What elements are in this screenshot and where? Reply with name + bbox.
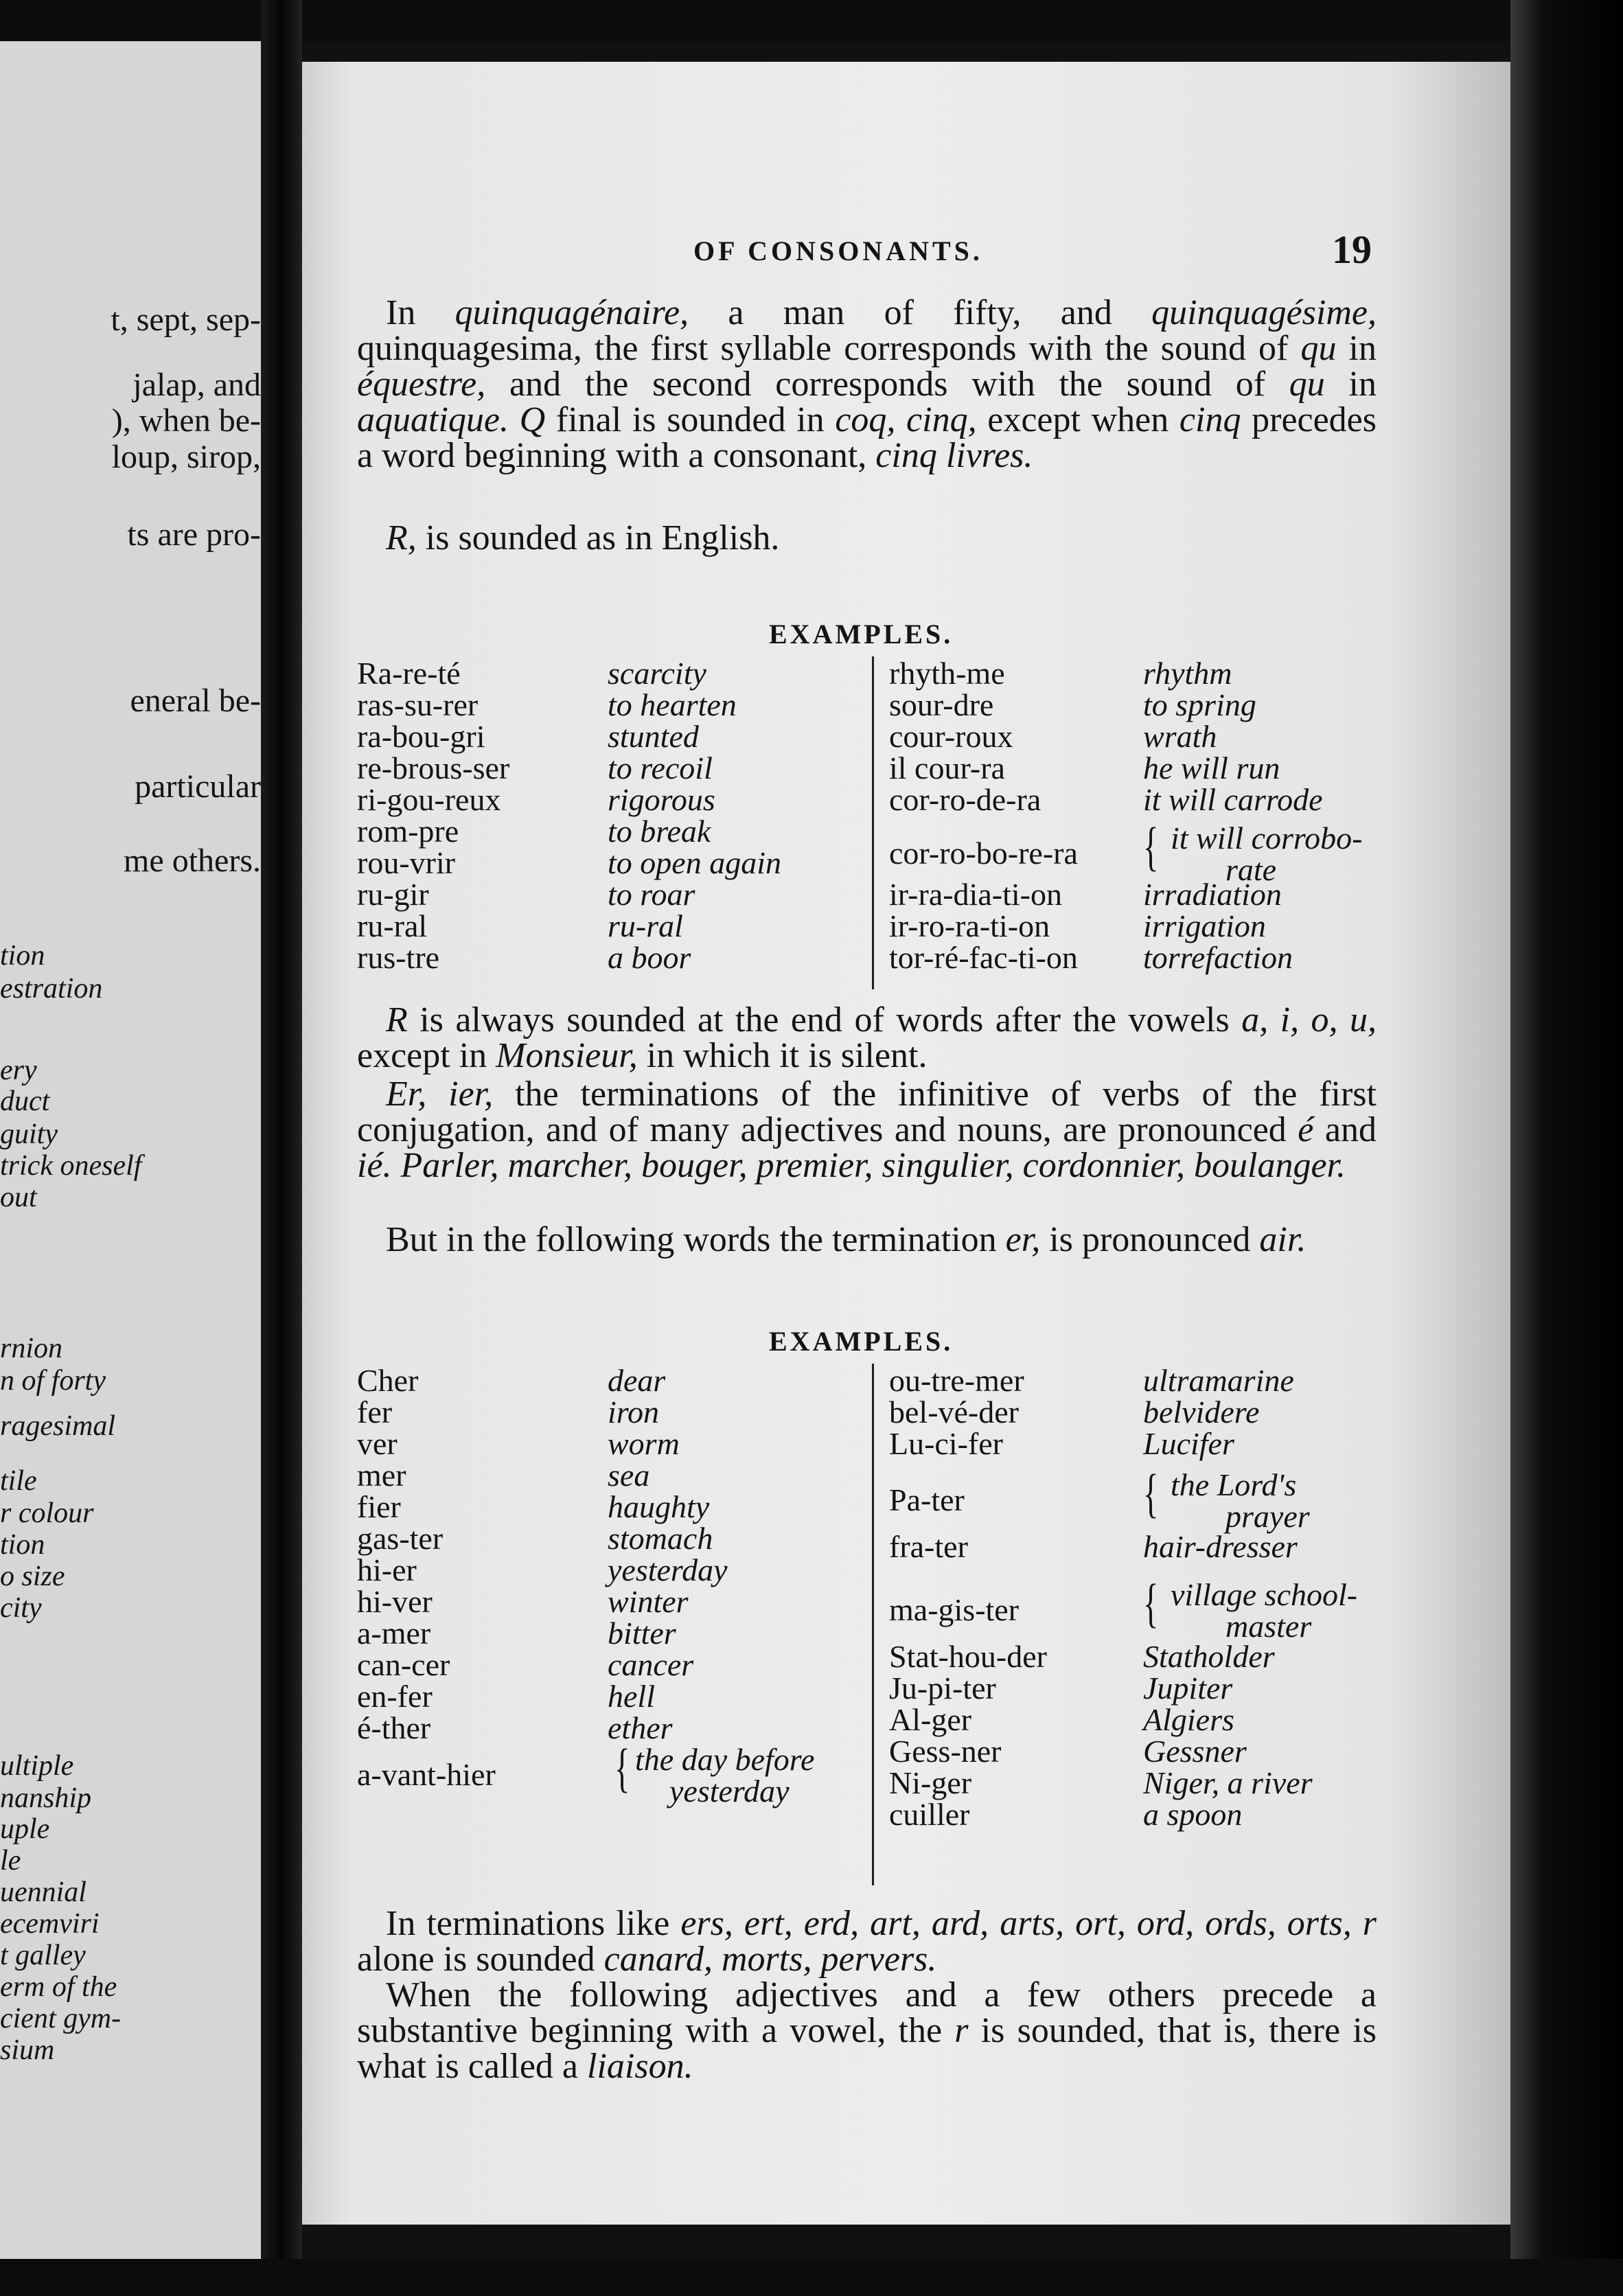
- example-gloss: yesterday: [669, 1773, 790, 1809]
- running-title: OF CONSONANTS.: [693, 236, 983, 266]
- example-gloss: he will run: [1143, 750, 1280, 785]
- example-word: cour-roux: [889, 719, 1013, 754]
- example-gloss: master: [1225, 1609, 1312, 1644]
- page-number: 19: [1332, 227, 1372, 272]
- example-word: rom-pre: [357, 814, 459, 849]
- example-gloss: irrigation: [1143, 908, 1266, 943]
- example-gloss: prayer: [1225, 1499, 1310, 1534]
- example-gloss: a spoon: [1143, 1797, 1243, 1832]
- example-gloss: Jupiter: [1143, 1671, 1233, 1706]
- example-word: ru-ral: [357, 908, 428, 943]
- paragraph-r-final: R is always sounded at the end of words after the vowels a, i, o, u, except in Monsieur, in which it is silent.: [357, 1000, 1377, 1075]
- example-gloss: haughty: [608, 1489, 710, 1524]
- left-line: eneral be-: [130, 682, 261, 719]
- example-word: ma-gis-ter: [889, 1592, 1020, 1627]
- example-word: cor-ro-bo-re-ra: [889, 836, 1078, 871]
- example-gloss: to open again: [608, 845, 781, 880]
- example-word: a-mer: [357, 1616, 431, 1651]
- example-gloss: Gessner: [1143, 1734, 1247, 1769]
- example-gloss: winter: [608, 1584, 689, 1619]
- example-word: Ni-ger: [889, 1765, 972, 1800]
- left-italic-word: ragesimal: [0, 1410, 115, 1442]
- left-italic-word: trick oneself: [0, 1150, 142, 1182]
- example-word: ri-gou-reux: [357, 782, 501, 817]
- example-word: ru-gir: [357, 877, 429, 912]
- left-italic-word: uennial: [0, 1876, 87, 1908]
- left-line: me others.: [124, 842, 261, 879]
- paragraph-er-air: But in the following words the termination er, is pronounced air.: [386, 1220, 1307, 1259]
- example-word: en-fer: [357, 1679, 433, 1714]
- paragraph-liaison: When the following adjectives and a few others precede a substantive beginning with a vowel, the r is sounded, that is, there is what is called a liaison.: [357, 1975, 1377, 2086]
- example-gloss: rate: [1225, 852, 1277, 887]
- curly-brace: {: [1143, 1463, 1159, 1523]
- left-italic-word: sium: [0, 2034, 55, 2066]
- left-italic-word: rnion: [0, 1333, 63, 1364]
- example-word: Gess-ner: [889, 1734, 1002, 1769]
- example-gloss: torrefaction: [1143, 940, 1293, 975]
- example-gloss: village school-: [1171, 1577, 1358, 1612]
- example-gloss: rhythm: [1143, 656, 1232, 691]
- paragraph-r-english: R, is sounded as in English.: [386, 518, 780, 558]
- table-divider: [872, 1364, 874, 1885]
- book-gutter: [261, 0, 302, 2296]
- example-word: tor-ré-fac-ti-on: [889, 940, 1078, 975]
- example-gloss: to roar: [608, 877, 695, 912]
- example-word: Ra-re-té: [357, 656, 461, 691]
- example-word: gas-ter: [357, 1521, 444, 1556]
- table-divider: [872, 656, 874, 989]
- example-word: hi-ver: [357, 1584, 433, 1619]
- left-line: jalap, and: [133, 367, 261, 403]
- example-word: ir-ro-ra-ti-on: [889, 908, 1050, 943]
- left-italic-word: nanship: [0, 1782, 92, 1814]
- example-gloss: it will carrode: [1143, 782, 1323, 817]
- example-gloss: Lucifer: [1143, 1426, 1234, 1461]
- left-italic-word: ecemviri: [0, 1908, 100, 1940]
- left-italic-word: uple: [0, 1813, 50, 1845]
- left-italic-word: le: [0, 1845, 21, 1876]
- example-gloss: hair-dresser: [1143, 1529, 1298, 1564]
- example-word: mer: [357, 1458, 406, 1493]
- left-italic-word: duct: [0, 1086, 50, 1117]
- example-gloss: yesterday: [608, 1552, 728, 1587]
- top-border: [0, 0, 1623, 41]
- example-gloss: stomach: [608, 1521, 713, 1556]
- example-word: ver: [357, 1426, 398, 1461]
- left-italic-word: r colour: [0, 1497, 94, 1529]
- left-italic-word: ultiple: [0, 1750, 74, 1782]
- example-gloss: Niger, a river: [1143, 1765, 1313, 1800]
- example-gloss: the Lord's: [1171, 1467, 1297, 1502]
- paragraph-er-ier: Er, ier, the terminations of the infinitive of verbs of the first conjugation, and of many adjectives and nouns, are pronounced é and ié. Parler, marcher, bouger, premier, singulier, cordonnier, boulanger.: [357, 1075, 1377, 1185]
- left-italic-word: estration: [0, 973, 103, 1004]
- example-gloss: bitter: [608, 1616, 676, 1651]
- left-line: ), when be-: [111, 402, 261, 439]
- bottom-border: [0, 2259, 1623, 2296]
- example-word: Lu-ci-fer: [889, 1426, 1003, 1461]
- left-italic-word: erm of the: [0, 1971, 117, 2003]
- example-word: il cour-ra: [889, 750, 1005, 785]
- left-italic-word: tile: [0, 1465, 37, 1497]
- left-italic-word: city: [0, 1592, 42, 1624]
- example-word: cor-ro-de-ra: [889, 782, 1041, 817]
- example-word: re-brous-ser: [357, 750, 510, 785]
- left-italic-word: out: [0, 1182, 37, 1213]
- example-word: rus-tre: [357, 940, 440, 975]
- curly-brace: {: [1143, 1573, 1159, 1633]
- left-line: ts are pro-: [127, 516, 261, 553]
- left-line: loup, sirop,: [111, 439, 261, 475]
- example-word: cuiller: [889, 1797, 970, 1832]
- example-gloss: Statholder: [1143, 1639, 1275, 1674]
- left-line: particular: [135, 768, 261, 805]
- example-gloss: it will corrobo-: [1171, 820, 1363, 856]
- left-italic-word: cient gym-: [0, 2003, 122, 2034]
- example-gloss: irradiation: [1143, 877, 1282, 912]
- example-gloss: to hearten: [608, 687, 737, 722]
- left-italic-word: tion: [0, 1529, 45, 1561]
- example-word: fer: [357, 1394, 393, 1430]
- example-gloss: a boor: [608, 940, 691, 975]
- example-gloss: to break: [608, 814, 711, 849]
- example-gloss: Algiers: [1143, 1702, 1234, 1737]
- example-gloss: ultramarine: [1143, 1363, 1294, 1398]
- example-word: hi-er: [357, 1552, 417, 1587]
- example-word: ras-su-rer: [357, 687, 479, 722]
- curly-brace: {: [1143, 816, 1159, 876]
- example-gloss: stunted: [608, 719, 699, 754]
- example-word: Al-ger: [889, 1702, 972, 1737]
- example-word: Ju-pi-ter: [889, 1671, 996, 1706]
- example-gloss: rigorous: [608, 782, 715, 817]
- left-page-fragment: [0, 41, 261, 2259]
- example-word: can-cer: [357, 1647, 450, 1682]
- example-gloss: to spring: [1143, 687, 1256, 722]
- example-word: fra-ter: [889, 1529, 968, 1564]
- example-word: rhyth-me: [889, 656, 1005, 691]
- example-gloss: sea: [608, 1458, 650, 1493]
- curly-brace: {: [614, 1738, 630, 1798]
- example-word: ir-ra-dia-ti-on: [889, 877, 1062, 912]
- example-gloss: hell: [608, 1679, 655, 1714]
- example-gloss: worm: [608, 1426, 680, 1461]
- example-word: ra-bou-gri: [357, 719, 485, 754]
- right-page: [302, 62, 1510, 2225]
- example-gloss: dear: [608, 1363, 666, 1398]
- paragraph-quinquagenaire: In quinquagénaire, a man of fifty, and quinquagésime, quinquagesima, the first syllable corresponds with the sound of qu in équestre, and the second corresponds with the sound of qu in aquatique. Q final is sounded in coq, cinq, except when cinq precedes a word beginning with a consonant, cinq livres.: [357, 293, 1377, 475]
- example-gloss: wrath: [1143, 719, 1217, 754]
- example-word: ou-tre-mer: [889, 1363, 1024, 1398]
- example-gloss: to recoil: [608, 750, 713, 785]
- example-word: a-vant-hier: [357, 1757, 496, 1792]
- example-gloss: cancer: [608, 1647, 694, 1682]
- example-word: é-ther: [357, 1710, 431, 1745]
- example-word: fier: [357, 1489, 401, 1524]
- example-word: bel-vé-der: [889, 1394, 1019, 1430]
- left-italic-word: n of forty: [0, 1365, 106, 1397]
- example-gloss: ru-ral: [608, 908, 683, 943]
- example-gloss: belvidere: [1143, 1394, 1260, 1430]
- example-word: rou-vrir: [357, 845, 456, 880]
- example-gloss: the day before: [635, 1742, 815, 1777]
- example-word: Pa-ter: [889, 1482, 965, 1517]
- left-italic-word: o size: [0, 1561, 65, 1592]
- example-gloss: scarcity: [608, 656, 706, 691]
- left-italic-word: t galley: [0, 1940, 86, 1971]
- examples-heading-2: EXAMPLES.: [769, 1326, 954, 1357]
- example-gloss: iron: [608, 1394, 659, 1430]
- left-italic-word: ery: [0, 1055, 37, 1086]
- example-word: Stat-hou-der: [889, 1639, 1047, 1674]
- left-italic-word: guity: [0, 1118, 58, 1150]
- example-word: sour-dre: [889, 687, 994, 722]
- example-gloss: ether: [608, 1710, 673, 1745]
- left-line: t, sept, sep-: [111, 301, 261, 338]
- right-border: [1510, 0, 1623, 2296]
- paragraph-terminations: In terminations like ers, ert, erd, art, ard, arts, ort, ord, ords, orts, r alone is sounded canard, morts, pervers.: [357, 1904, 1377, 1979]
- left-italic-word: tion: [0, 940, 45, 972]
- example-word: Cher: [357, 1363, 419, 1398]
- examples-heading-1: EXAMPLES.: [769, 619, 954, 650]
